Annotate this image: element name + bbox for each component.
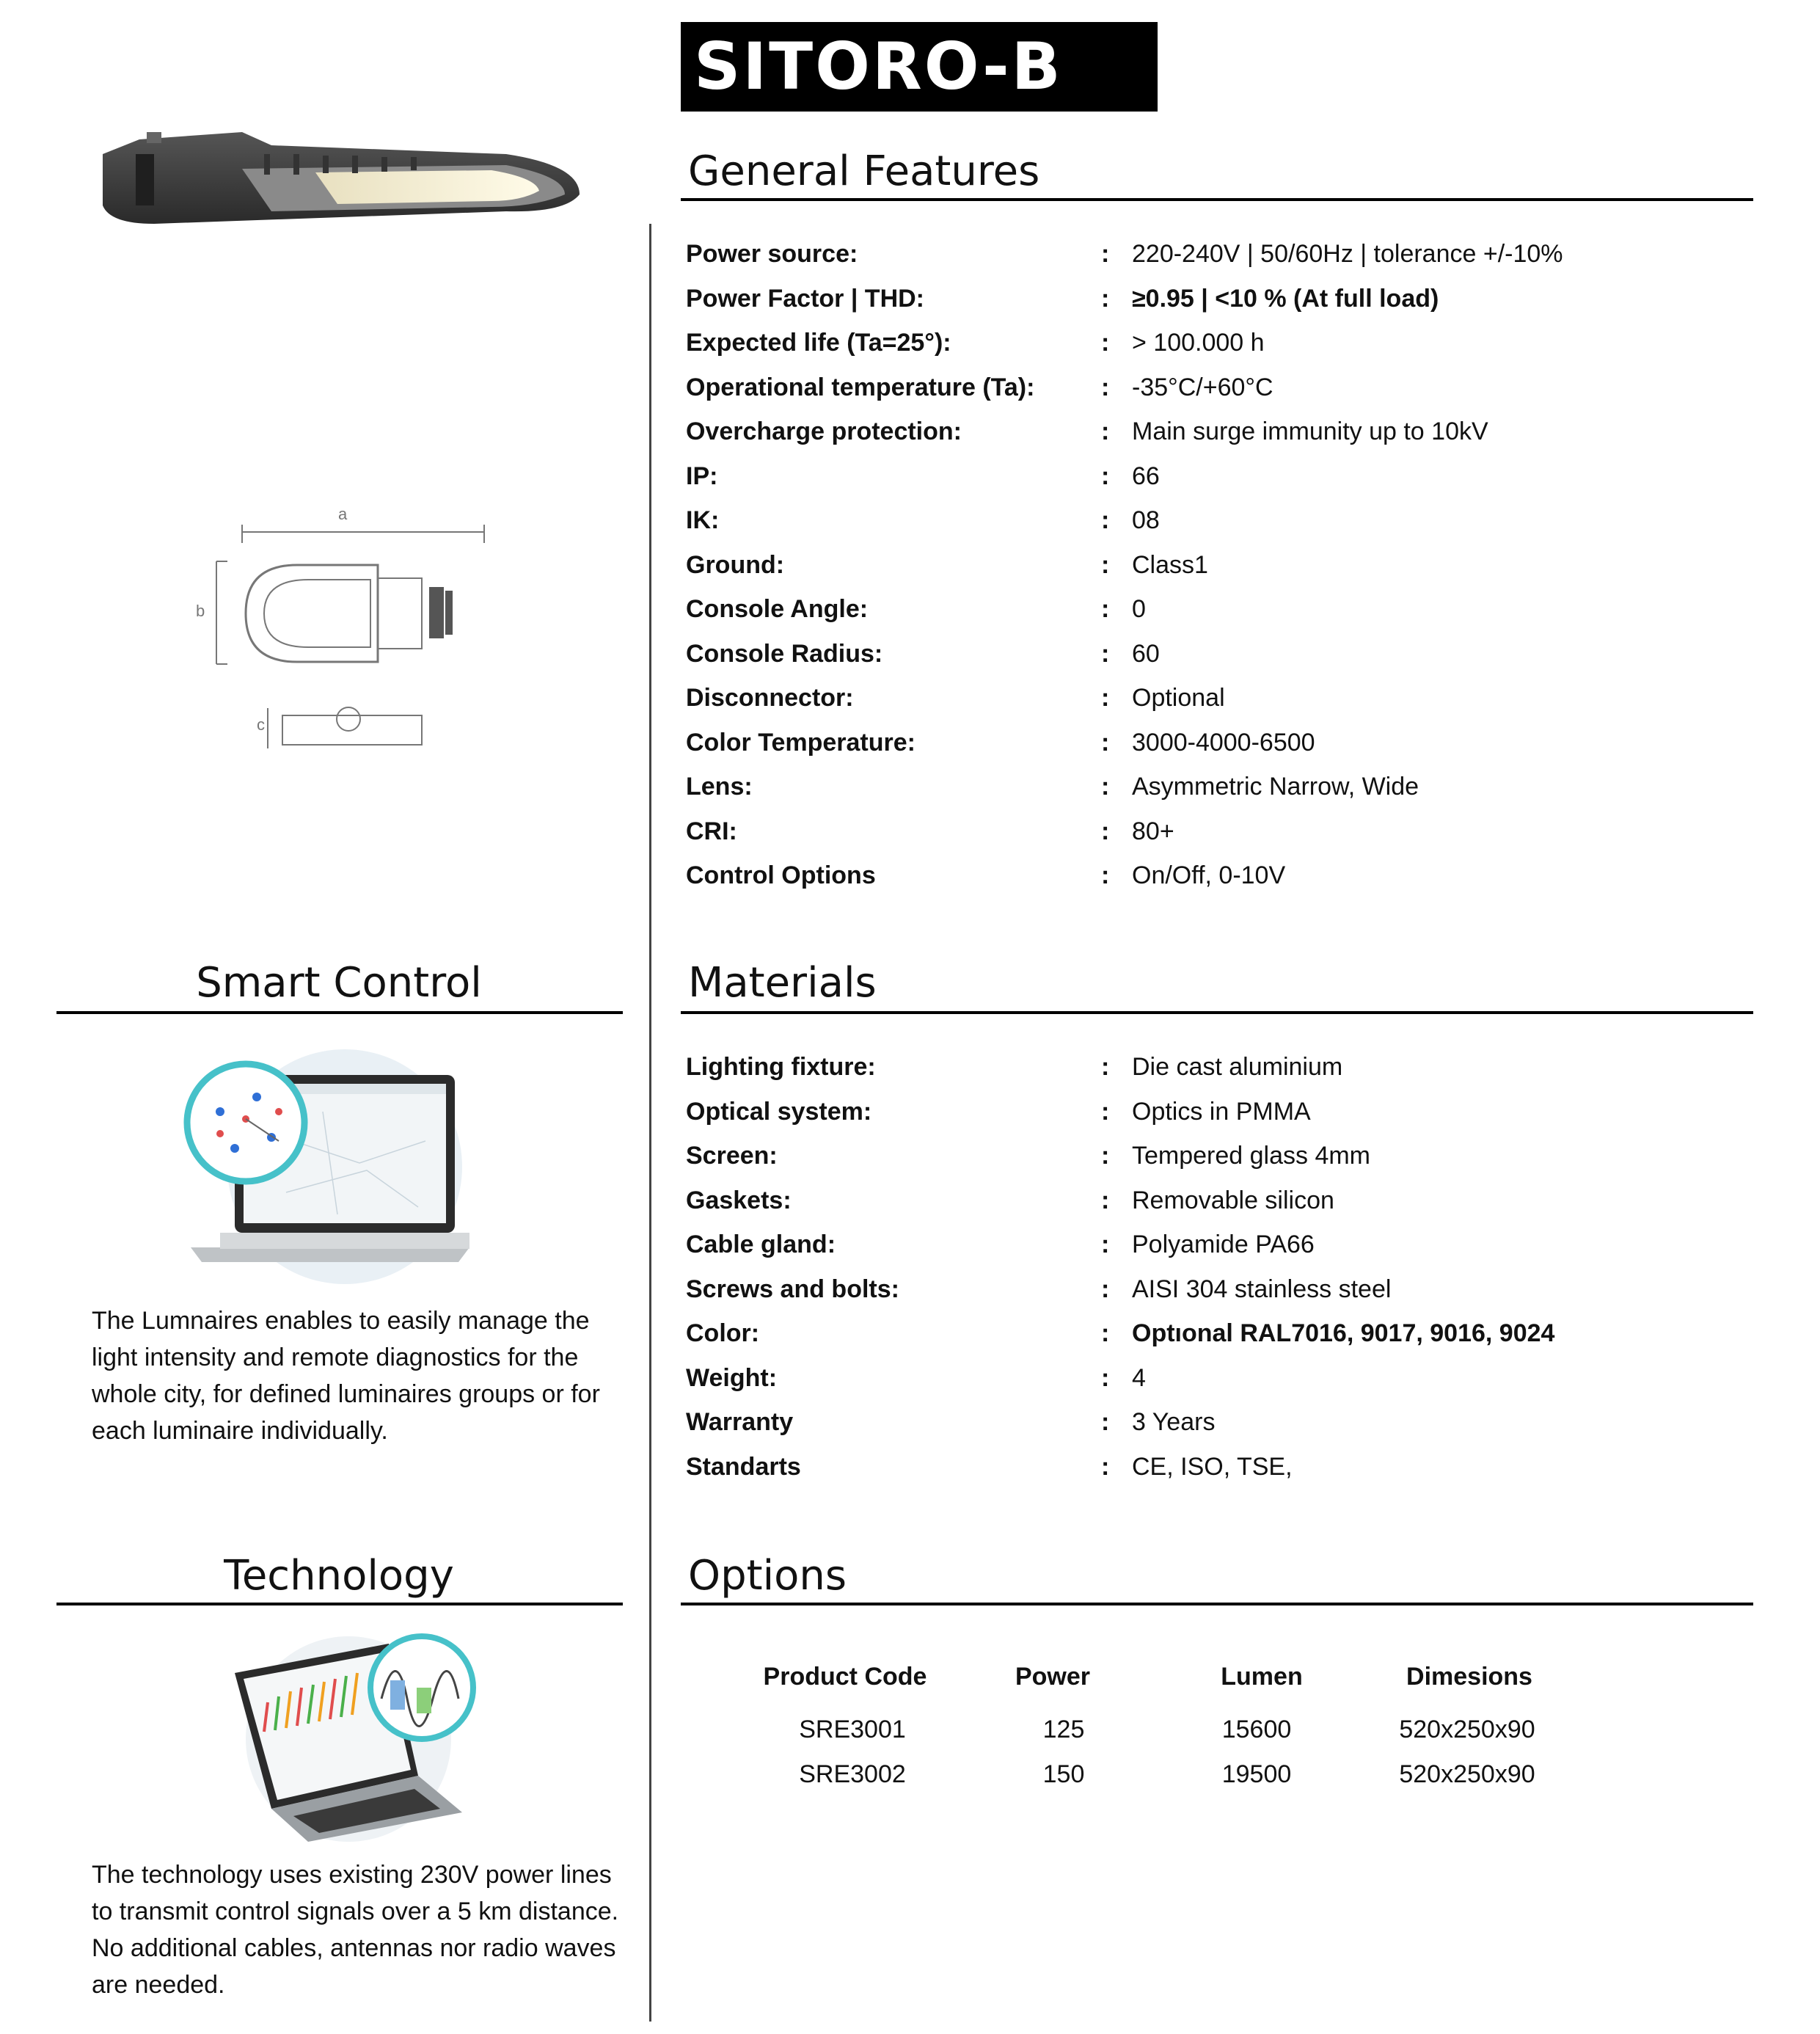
spec-row (686, 543, 1750, 587)
spec-label: Ground: (686, 550, 785, 579)
spec-row (686, 1311, 1750, 1355)
spec-row (686, 1356, 1750, 1400)
spec-colon: : (1101, 550, 1110, 579)
spec-label: Console Angle: (686, 595, 869, 623)
smart-control-description: The Lumnaires enables to easily manage the light intensity and remote diagnostics for the whole city, for defined luminaires groups or for each luminaire individually. (92, 1307, 600, 1445)
spec-label: Lens: (686, 773, 753, 801)
spec-value: Polyamide PA66 (1132, 1231, 1315, 1258)
table-cell: 150 (1042, 1760, 1085, 1788)
spec-label: Lighting fixture: (686, 1053, 876, 1081)
spec-label: Console Radius: (686, 639, 883, 668)
street-light-photo (95, 125, 594, 235)
spec-colon: : (1101, 462, 1110, 490)
spec-colon: : (1101, 373, 1110, 401)
spec-colon: : (1101, 639, 1110, 668)
spec-label: Color: (686, 1319, 760, 1347)
spec-value: Asymmetric Narrow, Wide (1132, 773, 1419, 801)
spec-value: Optics in PMMA (1132, 1097, 1311, 1126)
spec-value: 80+ (1132, 817, 1174, 845)
spec-row (686, 809, 1750, 853)
spec-colon: : (1101, 1142, 1110, 1170)
general-features-rule (681, 198, 1753, 201)
materials-rule (681, 1011, 1753, 1014)
spec-value: Main surge immunity up to 10kV (1132, 418, 1488, 445)
spec-value: Class1 (1132, 550, 1208, 579)
dimension-drawing (187, 506, 495, 756)
spec-label: Gaskets: (686, 1186, 792, 1214)
spec-colon: : (1101, 1319, 1110, 1347)
materials-heading: Materials (688, 959, 877, 1007)
dimension-label-b: b (196, 602, 205, 620)
spec-colon: : (1101, 1231, 1110, 1258)
spec-row (686, 1445, 1750, 1489)
spec-colon: : (1101, 240, 1110, 268)
spec-row (686, 587, 1750, 631)
spec-label: Expected life (Ta=25°): (686, 329, 951, 357)
spec-colon: : (1101, 329, 1110, 357)
spec-label: Control Options (686, 861, 876, 889)
spec-colon: : (1101, 1363, 1110, 1392)
spec-value: ≥0.95 | <10 % (At full load) (1132, 284, 1439, 313)
spec-colon: : (1101, 1186, 1110, 1214)
spec-label: Cable gland: (686, 1231, 836, 1258)
table-cell: 125 (1042, 1716, 1085, 1743)
smart-control-laptop-image (176, 1046, 469, 1288)
technology-laptop-image (220, 1629, 491, 1842)
technology-heading: Technology (224, 1552, 454, 1600)
spec-colon: : (1101, 861, 1110, 889)
table-cell: SRE3001 (799, 1716, 906, 1743)
spec-value: Die cast aluminium (1132, 1053, 1343, 1081)
table-cell: 19500 (1221, 1760, 1292, 1788)
spec-row (686, 1400, 1750, 1444)
spec-row (686, 1222, 1750, 1266)
spec-row (686, 277, 1750, 321)
spec-label: Standarts (686, 1452, 801, 1481)
spec-colon: : (1101, 506, 1110, 534)
spec-colon: : (1101, 1275, 1110, 1303)
spec-value: Optional (1132, 684, 1225, 712)
spec-colon: : (1101, 1053, 1110, 1081)
spec-row (686, 409, 1750, 453)
product-title-bar (681, 22, 1158, 112)
spec-value: 08 (1132, 506, 1160, 534)
spec-label: Screen: (686, 1142, 778, 1170)
spec-value: CE, ISO, TSE, (1132, 1452, 1293, 1481)
spec-label: IK: (686, 506, 720, 534)
spec-colon: : (1101, 1452, 1110, 1481)
spec-colon: : (1101, 418, 1110, 445)
spec-label: Operational temperature (Ta): (686, 373, 1035, 401)
product-title: SITORO-B (694, 29, 1063, 104)
spec-value: Optıonal RAL7016, 9017, 9016, 9024 (1132, 1319, 1555, 1347)
dimension-label-c: c (257, 715, 265, 734)
spec-value: AISI 304 stainless steel (1132, 1275, 1392, 1303)
technology-rule (56, 1603, 623, 1605)
spec-value: 4 (1132, 1363, 1146, 1392)
table-cell: SRE3002 (799, 1760, 906, 1788)
spec-value: -35°C/+60°C (1132, 373, 1273, 401)
spec-row (686, 498, 1750, 542)
spec-row (686, 365, 1750, 409)
spec-label: Power source: (686, 240, 858, 268)
spec-colon: : (1101, 595, 1110, 623)
spec-label: Screws and bolts: (686, 1275, 899, 1303)
spec-label: Overcharge protection: (686, 418, 962, 445)
spec-row (686, 1267, 1750, 1311)
spec-colon: : (1101, 1408, 1110, 1436)
spec-value: 3 Years (1132, 1408, 1216, 1436)
spec-value: 66 (1132, 462, 1160, 490)
table-cell: 520x250x90 (1399, 1716, 1535, 1743)
options-header-product-code: Product Code (763, 1663, 927, 1691)
spec-row (686, 853, 1750, 897)
spec-row (686, 1178, 1750, 1222)
options-header-power: Power (1015, 1663, 1091, 1691)
smart-control-heading: Smart Control (196, 959, 482, 1007)
spec-label: Power Factor | THD: (686, 284, 924, 313)
spec-colon: : (1101, 684, 1110, 712)
spec-value: 220-240V | 50/60Hz | tolerance +/-10% (1132, 240, 1563, 268)
spec-row (686, 1045, 1750, 1089)
spec-value: 0 (1132, 595, 1146, 623)
table-cell: 15600 (1221, 1716, 1292, 1743)
column-divider (649, 224, 651, 2022)
spec-value: On/Off, 0-10V (1132, 861, 1286, 889)
spec-colon: : (1101, 728, 1110, 757)
spec-colon: : (1101, 773, 1110, 801)
spec-colon: : (1101, 1097, 1110, 1126)
dimension-label-a: a (338, 505, 348, 523)
spec-row (686, 454, 1750, 498)
spec-value: 60 (1132, 639, 1160, 668)
options-heading: Options (688, 1552, 847, 1600)
technology-description: The technology uses existing 230V power lines to transmit control signals over a 5 km distance. No additional cables, antennas nor radio waves are needed. (92, 1861, 619, 1999)
spec-colon: : (1101, 284, 1110, 313)
spec-row (686, 1134, 1750, 1178)
spec-label: Warranty (686, 1408, 794, 1436)
spec-row (686, 765, 1750, 809)
spec-row (686, 721, 1750, 765)
general-features-heading: General Features (688, 147, 1040, 195)
spec-row (686, 232, 1750, 276)
spec-label: IP: (686, 462, 718, 490)
spec-value: Tempered glass 4mm (1132, 1142, 1371, 1170)
spec-label: Weight: (686, 1363, 778, 1392)
spec-row (686, 676, 1750, 720)
table-cell: 520x250x90 (1399, 1760, 1535, 1788)
spec-label: Disconnector: (686, 684, 854, 712)
options-rule (681, 1603, 1753, 1605)
smart-control-rule (56, 1011, 623, 1014)
spec-row (686, 632, 1750, 676)
spec-label: Color Temperature: (686, 728, 916, 757)
spec-value: > 100.000 h (1132, 329, 1265, 357)
spec-value: 3000-4000-6500 (1132, 728, 1315, 757)
spec-row (686, 1090, 1750, 1134)
options-header-lumen: Lumen (1221, 1663, 1303, 1691)
spec-colon: : (1101, 817, 1110, 845)
options-header-dimensions: Dimesions (1406, 1663, 1532, 1691)
spec-label: CRI: (686, 817, 737, 845)
spec-label: Optical system: (686, 1097, 872, 1126)
spec-row (686, 321, 1750, 365)
spec-value: Removable silicon (1132, 1186, 1334, 1214)
